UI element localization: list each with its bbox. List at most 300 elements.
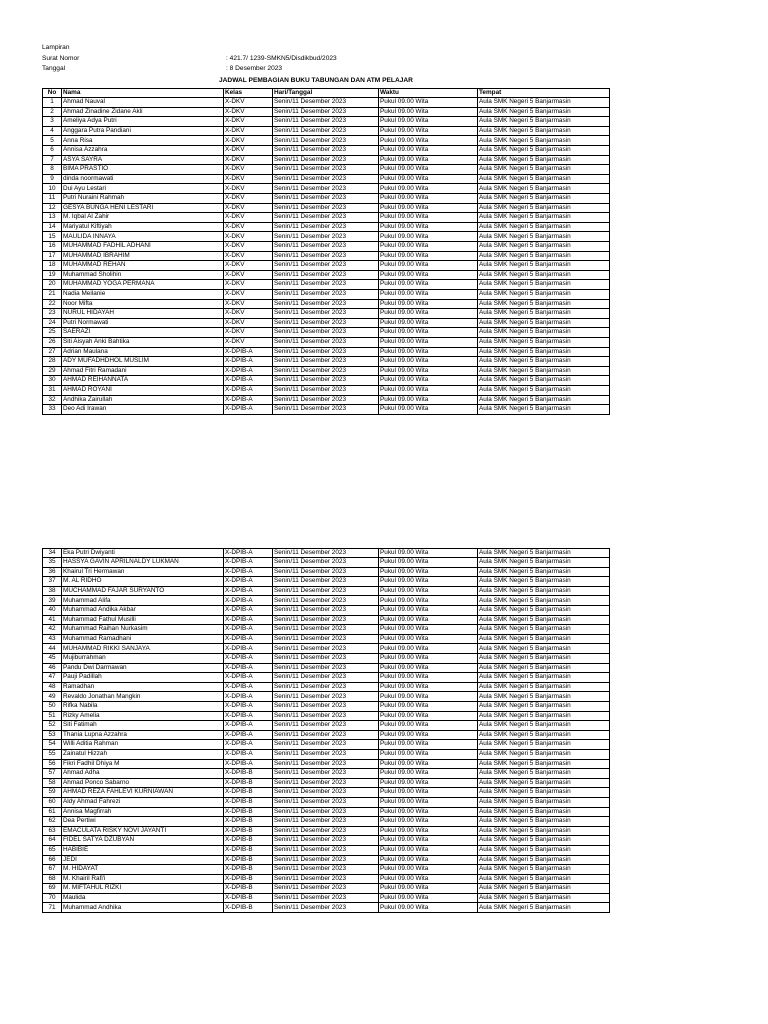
student-name: Adrian Maulana xyxy=(62,347,224,357)
table-row xyxy=(43,692,610,702)
day-date: Senin/11 Desember 2023 xyxy=(273,194,379,204)
day-date: Senin/11 Desember 2023 xyxy=(273,558,379,568)
table-row xyxy=(43,117,610,127)
student-name: Muhammad Andhika xyxy=(62,903,224,913)
time: Pukul 09.00 Wita xyxy=(379,174,478,184)
class-name: X-DPIB-B xyxy=(224,778,273,788)
time: Pukul 09.00 Wita xyxy=(379,299,478,309)
day-date: Senin/11 Desember 2023 xyxy=(273,289,379,299)
row-no: 7 xyxy=(43,155,62,165)
row-no: 13 xyxy=(43,213,62,223)
table-row xyxy=(43,194,610,204)
row-no: 8 xyxy=(43,165,62,175)
row-no: 10 xyxy=(43,184,62,194)
time: Pukul 09.00 Wita xyxy=(379,634,478,644)
day-date: Senin/11 Desember 2023 xyxy=(273,232,379,242)
student-name: Dea Pertiwi xyxy=(62,817,224,827)
location: Aula SMK Negeri 5 Banjarmasin xyxy=(478,155,610,165)
row-no: 27 xyxy=(43,347,62,357)
row-no: 55 xyxy=(43,749,62,759)
row-no: 61 xyxy=(43,807,62,817)
student-name: MUHAMMAD YOGA PERMANA xyxy=(62,280,224,290)
class-name: X-DPIB-A xyxy=(224,395,273,405)
table-row xyxy=(43,548,610,558)
document-title: JADWAL PEMBAGIAN BUKU TABUNGAN DAN ATM PELAJAR xyxy=(219,77,413,84)
day-date: Senin/11 Desember 2023 xyxy=(273,347,379,357)
row-no: 59 xyxy=(43,788,62,798)
class-name: X-DPIB-A xyxy=(224,692,273,702)
student-name: Muhammad Sholihin xyxy=(62,270,224,280)
location: Aula SMK Negeri 5 Banjarmasin xyxy=(478,98,610,108)
student-name: Mujiburrahman xyxy=(62,654,224,664)
class-name: X-DKV xyxy=(224,242,273,252)
student-name: Ramadhan xyxy=(62,682,224,692)
class-name: X-DPIB-A xyxy=(224,558,273,568)
table-row xyxy=(43,586,610,596)
day-date: Senin/11 Desember 2023 xyxy=(273,673,379,683)
time: Pukul 09.00 Wita xyxy=(379,778,478,788)
row-no: 39 xyxy=(43,596,62,606)
row-no: 68 xyxy=(43,874,62,884)
class-name: X-DPIB-B xyxy=(224,817,273,827)
student-name: MUHAMMAD RIKKI SANJAYA xyxy=(62,644,224,654)
location: Aula SMK Negeri 5 Banjarmasin xyxy=(478,347,610,357)
student-name: Revaldo Jonathan Mangkin xyxy=(62,692,224,702)
student-name: M. AL RIDHO xyxy=(62,577,224,587)
student-name: Anna Risa xyxy=(62,136,224,146)
class-name: X-DPIB-A xyxy=(224,606,273,616)
table-row xyxy=(43,318,610,328)
class-name: X-DPIB-A xyxy=(224,596,273,606)
table-row xyxy=(43,654,610,664)
row-no: 51 xyxy=(43,711,62,721)
day-date: Senin/11 Desember 2023 xyxy=(273,740,379,750)
location: Aula SMK Negeri 5 Banjarmasin xyxy=(478,903,610,913)
class-name: X-DKV xyxy=(224,98,273,108)
student-name: Dui Ayu Lestari xyxy=(62,184,224,194)
table-row xyxy=(43,702,610,712)
class-name: X-DPIB-B xyxy=(224,845,273,855)
table-row xyxy=(43,385,610,395)
time: Pukul 09.00 Wita xyxy=(379,395,478,405)
class-name: X-DPIB-A xyxy=(224,385,273,395)
day-date: Senin/11 Desember 2023 xyxy=(273,385,379,395)
day-date: Senin/11 Desember 2023 xyxy=(273,845,379,855)
location: Aula SMK Negeri 5 Banjarmasin xyxy=(478,797,610,807)
day-date: Senin/11 Desember 2023 xyxy=(273,577,379,587)
day-date: Senin/11 Desember 2023 xyxy=(273,893,379,903)
table-row xyxy=(43,778,610,788)
student-name: Fikri Fadhil Dhiya M xyxy=(62,759,224,769)
row-no: 22 xyxy=(43,299,62,309)
class-name: X-DPIB-B xyxy=(224,788,273,798)
class-name: X-DKV xyxy=(224,117,273,127)
table-row xyxy=(43,357,610,367)
table-row xyxy=(43,759,610,769)
row-no: 31 xyxy=(43,385,62,395)
table-row xyxy=(43,893,610,903)
location: Aula SMK Negeri 5 Banjarmasin xyxy=(478,280,610,290)
row-no: 17 xyxy=(43,251,62,261)
location: Aula SMK Negeri 5 Banjarmasin xyxy=(478,242,610,252)
location: Aula SMK Negeri 5 Banjarmasin xyxy=(478,663,610,673)
row-no: 35 xyxy=(43,558,62,568)
class-name: X-DKV xyxy=(224,280,273,290)
time: Pukul 09.00 Wita xyxy=(379,807,478,817)
day-date: Senin/11 Desember 2023 xyxy=(273,98,379,108)
time: Pukul 09.00 Wita xyxy=(379,740,478,750)
time: Pukul 09.00 Wita xyxy=(379,222,478,232)
table-row xyxy=(43,865,610,875)
day-date: Senin/11 Desember 2023 xyxy=(273,797,379,807)
day-date: Senin/11 Desember 2023 xyxy=(273,261,379,271)
class-name: X-DKV xyxy=(224,270,273,280)
time: Pukul 09.00 Wita xyxy=(379,874,478,884)
student-name: Ameliya Adya Putri xyxy=(62,117,224,127)
time: Pukul 09.00 Wita xyxy=(379,203,478,213)
day-date: Senin/11 Desember 2023 xyxy=(273,318,379,328)
student-name: Ahmad Ponco Sabarno xyxy=(62,778,224,788)
day-date: Senin/11 Desember 2023 xyxy=(273,692,379,702)
time: Pukul 09.00 Wita xyxy=(379,117,478,127)
class-name: X-DKV xyxy=(224,107,273,117)
time: Pukul 09.00 Wita xyxy=(379,682,478,692)
day-date: Senin/11 Desember 2023 xyxy=(273,242,379,252)
time: Pukul 09.00 Wita xyxy=(379,884,478,894)
class-name: X-DKV xyxy=(224,318,273,328)
day-date: Senin/11 Desember 2023 xyxy=(273,778,379,788)
location: Aula SMK Negeri 5 Banjarmasin xyxy=(478,730,610,740)
table-row xyxy=(43,606,610,616)
time: Pukul 09.00 Wita xyxy=(379,337,478,347)
location: Aula SMK Negeri 5 Banjarmasin xyxy=(478,174,610,184)
day-date: Senin/11 Desember 2023 xyxy=(273,146,379,156)
table-row xyxy=(43,558,610,568)
row-no: 69 xyxy=(43,884,62,894)
row-no: 52 xyxy=(43,721,62,731)
time: Pukul 09.00 Wita xyxy=(379,749,478,759)
class-name: X-DPIB-A xyxy=(224,586,273,596)
location: Aula SMK Negeri 5 Banjarmasin xyxy=(478,893,610,903)
day-date: Senin/11 Desember 2023 xyxy=(273,836,379,846)
day-date: Senin/11 Desember 2023 xyxy=(273,126,379,136)
time: Pukul 09.00 Wita xyxy=(379,270,478,280)
row-no: 43 xyxy=(43,634,62,644)
table-row xyxy=(43,222,610,232)
class-name: X-DPIB-A xyxy=(224,577,273,587)
row-no: 21 xyxy=(43,289,62,299)
class-name: X-DPIB-A xyxy=(224,567,273,577)
time: Pukul 09.00 Wita xyxy=(379,654,478,664)
student-name: M. MIFTAHUL RIZKI xyxy=(62,884,224,894)
table-row xyxy=(43,567,610,577)
class-name: X-DKV xyxy=(224,126,273,136)
time: Pukul 09.00 Wita xyxy=(379,577,478,587)
day-date: Senin/11 Desember 2023 xyxy=(273,376,379,386)
time: Pukul 09.00 Wita xyxy=(379,309,478,319)
day-date: Senin/11 Desember 2023 xyxy=(273,328,379,338)
time: Pukul 09.00 Wita xyxy=(379,865,478,875)
student-name: Noor Mifta xyxy=(62,299,224,309)
time: Pukul 09.00 Wita xyxy=(379,385,478,395)
day-date: Senin/11 Desember 2023 xyxy=(273,903,379,913)
day-date: Senin/11 Desember 2023 xyxy=(273,299,379,309)
class-name: X-DPIB-B xyxy=(224,836,273,846)
student-name: Annisa Magfirrah xyxy=(62,807,224,817)
row-no: 24 xyxy=(43,318,62,328)
table-row xyxy=(43,711,610,721)
column-header-no: No xyxy=(43,88,62,98)
class-name: X-DPIB-B xyxy=(224,769,273,779)
location: Aula SMK Negeri 5 Banjarmasin xyxy=(478,376,610,386)
student-name: HABIBIE xyxy=(62,845,224,855)
class-name: X-DKV xyxy=(224,203,273,213)
class-name: X-DPIB-A xyxy=(224,357,273,367)
class-name: X-DPIB-A xyxy=(224,721,273,731)
table-row xyxy=(43,309,610,319)
table-row xyxy=(43,146,610,156)
student-name: Muhammad Andika Akbar xyxy=(62,606,224,616)
time: Pukul 09.00 Wita xyxy=(379,893,478,903)
row-no: 56 xyxy=(43,759,62,769)
row-no: 38 xyxy=(43,586,62,596)
day-date: Senin/11 Desember 2023 xyxy=(273,548,379,558)
time: Pukul 09.00 Wita xyxy=(379,845,478,855)
table-row xyxy=(43,596,610,606)
table-row xyxy=(43,98,610,108)
day-date: Senin/11 Desember 2023 xyxy=(273,174,379,184)
time: Pukul 09.00 Wita xyxy=(379,759,478,769)
day-date: Senin/11 Desember 2023 xyxy=(273,567,379,577)
location: Aula SMK Negeri 5 Banjarmasin xyxy=(478,884,610,894)
student-name: Mariyatul Kiftiyah xyxy=(62,222,224,232)
location: Aula SMK Negeri 5 Banjarmasin xyxy=(478,567,610,577)
day-date: Senin/11 Desember 2023 xyxy=(273,634,379,644)
day-date: Senin/11 Desember 2023 xyxy=(273,606,379,616)
class-name: X-DPIB-A xyxy=(224,634,273,644)
class-name: X-DPIB-A xyxy=(224,347,273,357)
student-name: AHMAD ROYANI xyxy=(62,385,224,395)
row-no: 46 xyxy=(43,663,62,673)
location: Aula SMK Negeri 5 Banjarmasin xyxy=(478,251,610,261)
class-name: X-DKV xyxy=(224,232,273,242)
location: Aula SMK Negeri 5 Banjarmasin xyxy=(478,318,610,328)
student-name: Aldy Ahmad Fahrezi xyxy=(62,797,224,807)
student-name: AHMAD REZA FAHLEVI KURNIAWAN xyxy=(62,788,224,798)
location: Aula SMK Negeri 5 Banjarmasin xyxy=(478,702,610,712)
class-name: X-DPIB-A xyxy=(224,702,273,712)
row-no: 14 xyxy=(43,222,62,232)
row-no: 28 xyxy=(43,357,62,367)
location: Aula SMK Negeri 5 Banjarmasin xyxy=(478,874,610,884)
day-date: Senin/11 Desember 2023 xyxy=(273,721,379,731)
class-name: X-DKV xyxy=(224,213,273,223)
location: Aula SMK Negeri 5 Banjarmasin xyxy=(478,309,610,319)
row-no: 20 xyxy=(43,280,62,290)
row-no: 1 xyxy=(43,98,62,108)
class-name: X-DPIB-A xyxy=(224,654,273,664)
location: Aula SMK Negeri 5 Banjarmasin xyxy=(478,596,610,606)
table-row xyxy=(43,845,610,855)
class-name: X-DKV xyxy=(224,146,273,156)
location: Aula SMK Negeri 5 Banjarmasin xyxy=(478,558,610,568)
time: Pukul 09.00 Wita xyxy=(379,146,478,156)
table-row xyxy=(43,242,610,252)
class-name: X-DKV xyxy=(224,155,273,165)
day-date: Senin/11 Desember 2023 xyxy=(273,203,379,213)
surat-nomor-label: Surat Nomor xyxy=(42,54,80,62)
day-date: Senin/11 Desember 2023 xyxy=(273,596,379,606)
day-date: Senin/11 Desember 2023 xyxy=(273,730,379,740)
table-row xyxy=(43,625,610,635)
location: Aula SMK Negeri 5 Banjarmasin xyxy=(478,222,610,232)
location: Aula SMK Negeri 5 Banjarmasin xyxy=(478,548,610,558)
day-date: Senin/11 Desember 2023 xyxy=(273,395,379,405)
class-name: X-DPIB-A xyxy=(224,682,273,692)
student-name: Anggara Putra Pandiani xyxy=(62,126,224,136)
location: Aula SMK Negeri 5 Banjarmasin xyxy=(478,577,610,587)
time: Pukul 09.00 Wita xyxy=(379,826,478,836)
time: Pukul 09.00 Wita xyxy=(379,405,478,415)
time: Pukul 09.00 Wita xyxy=(379,232,478,242)
location: Aula SMK Negeri 5 Banjarmasin xyxy=(478,328,610,338)
table-row xyxy=(43,299,610,309)
table-row xyxy=(43,817,610,827)
table-row xyxy=(43,395,610,405)
row-no: 2 xyxy=(43,107,62,117)
time: Pukul 09.00 Wita xyxy=(379,318,478,328)
class-name: X-DPIB-B xyxy=(224,807,273,817)
time: Pukul 09.00 Wita xyxy=(379,126,478,136)
time: Pukul 09.00 Wita xyxy=(379,289,478,299)
class-name: X-DPIB-A xyxy=(224,730,273,740)
table-row xyxy=(43,874,610,884)
location: Aula SMK Negeri 5 Banjarmasin xyxy=(478,817,610,827)
class-name: X-DPIB-A xyxy=(224,663,273,673)
row-no: 16 xyxy=(43,242,62,252)
class-name: X-DPIB-A xyxy=(224,711,273,721)
class-name: X-DPIB-A xyxy=(224,673,273,683)
row-no: 12 xyxy=(43,203,62,213)
day-date: Senin/11 Desember 2023 xyxy=(273,817,379,827)
table-row xyxy=(43,155,610,165)
time: Pukul 09.00 Wita xyxy=(379,644,478,654)
table-row xyxy=(43,213,610,223)
student-name: Maulida xyxy=(62,893,224,903)
day-date: Senin/11 Desember 2023 xyxy=(273,615,379,625)
class-name: X-DKV xyxy=(224,194,273,204)
row-no: 53 xyxy=(43,730,62,740)
table-row xyxy=(43,615,610,625)
location: Aula SMK Negeri 5 Banjarmasin xyxy=(478,107,610,117)
student-name: Putri Normawati xyxy=(62,318,224,328)
student-name: MUHAMMAD IBRAHIM xyxy=(62,251,224,261)
table-row xyxy=(43,826,610,836)
row-no: 47 xyxy=(43,673,62,683)
student-name: Nadia Meilanie xyxy=(62,289,224,299)
table-row xyxy=(43,289,610,299)
row-no: 65 xyxy=(43,845,62,855)
day-date: Senin/11 Desember 2023 xyxy=(273,117,379,127)
class-name: X-DPIB-B xyxy=(224,903,273,913)
location: Aula SMK Negeri 5 Banjarmasin xyxy=(478,845,610,855)
row-no: 30 xyxy=(43,376,62,386)
time: Pukul 09.00 Wita xyxy=(379,251,478,261)
student-name: dinda noormawati xyxy=(62,174,224,184)
row-no: 67 xyxy=(43,865,62,875)
class-name: X-DPIB-B xyxy=(224,855,273,865)
location: Aula SMK Negeri 5 Banjarmasin xyxy=(478,749,610,759)
student-name: Ahmad Nauval xyxy=(62,98,224,108)
time: Pukul 09.00 Wita xyxy=(379,136,478,146)
location: Aula SMK Negeri 5 Banjarmasin xyxy=(478,865,610,875)
day-date: Senin/11 Desember 2023 xyxy=(273,769,379,779)
table-row xyxy=(43,337,610,347)
location: Aula SMK Negeri 5 Banjarmasin xyxy=(478,769,610,779)
row-no: 40 xyxy=(43,606,62,616)
row-no: 3 xyxy=(43,117,62,127)
class-name: X-DPIB-A xyxy=(224,405,273,415)
day-date: Senin/11 Desember 2023 xyxy=(273,663,379,673)
location: Aula SMK Negeri 5 Banjarmasin xyxy=(478,615,610,625)
day-date: Senin/11 Desember 2023 xyxy=(273,874,379,884)
table-row xyxy=(43,366,610,376)
student-name: Deo Adi Irawan xyxy=(62,405,224,415)
student-name: GESYA BUNGA HENI LESTARI xyxy=(62,203,224,213)
time: Pukul 09.00 Wita xyxy=(379,855,478,865)
row-no: 37 xyxy=(43,577,62,587)
time: Pukul 09.00 Wita xyxy=(379,702,478,712)
location: Aula SMK Negeri 5 Banjarmasin xyxy=(478,366,610,376)
table-row xyxy=(43,749,610,759)
row-no: 9 xyxy=(43,174,62,184)
time: Pukul 09.00 Wita xyxy=(379,213,478,223)
location: Aula SMK Negeri 5 Banjarmasin xyxy=(478,213,610,223)
day-date: Senin/11 Desember 2023 xyxy=(273,357,379,367)
student-name: MAULIDA INNAYA xyxy=(62,232,224,242)
time: Pukul 09.00 Wita xyxy=(379,788,478,798)
row-no: 25 xyxy=(43,328,62,338)
table-row xyxy=(43,577,610,587)
time: Pukul 09.00 Wita xyxy=(379,184,478,194)
table-row xyxy=(43,740,610,750)
day-date: Senin/11 Desember 2023 xyxy=(273,807,379,817)
class-name: X-DPIB-A xyxy=(224,759,273,769)
table-row xyxy=(43,721,610,731)
row-no: 44 xyxy=(43,644,62,654)
day-date: Senin/11 Desember 2023 xyxy=(273,155,379,165)
table-row xyxy=(43,797,610,807)
student-name: Annisa Azzahra xyxy=(62,146,224,156)
row-no: 66 xyxy=(43,855,62,865)
location: Aula SMK Negeri 5 Banjarmasin xyxy=(478,126,610,136)
student-name: ASYA SAYRA xyxy=(62,155,224,165)
table-row xyxy=(43,903,610,913)
location: Aula SMK Negeri 5 Banjarmasin xyxy=(478,586,610,596)
row-no: 54 xyxy=(43,740,62,750)
student-name: M. HIDAYAT xyxy=(62,865,224,875)
row-no: 4 xyxy=(43,126,62,136)
location: Aula SMK Negeri 5 Banjarmasin xyxy=(478,673,610,683)
time: Pukul 09.00 Wita xyxy=(379,261,478,271)
tanggal-label: Tanggal xyxy=(42,65,66,72)
student-name: FIDEL SATYA DZUBYAN xyxy=(62,836,224,846)
row-no: 6 xyxy=(43,146,62,156)
student-name: M. Iqbal Al Zahir xyxy=(62,213,224,223)
location: Aula SMK Negeri 5 Banjarmasin xyxy=(478,337,610,347)
time: Pukul 09.00 Wita xyxy=(379,663,478,673)
student-name: AHMAD REIHANNATA xyxy=(62,376,224,386)
